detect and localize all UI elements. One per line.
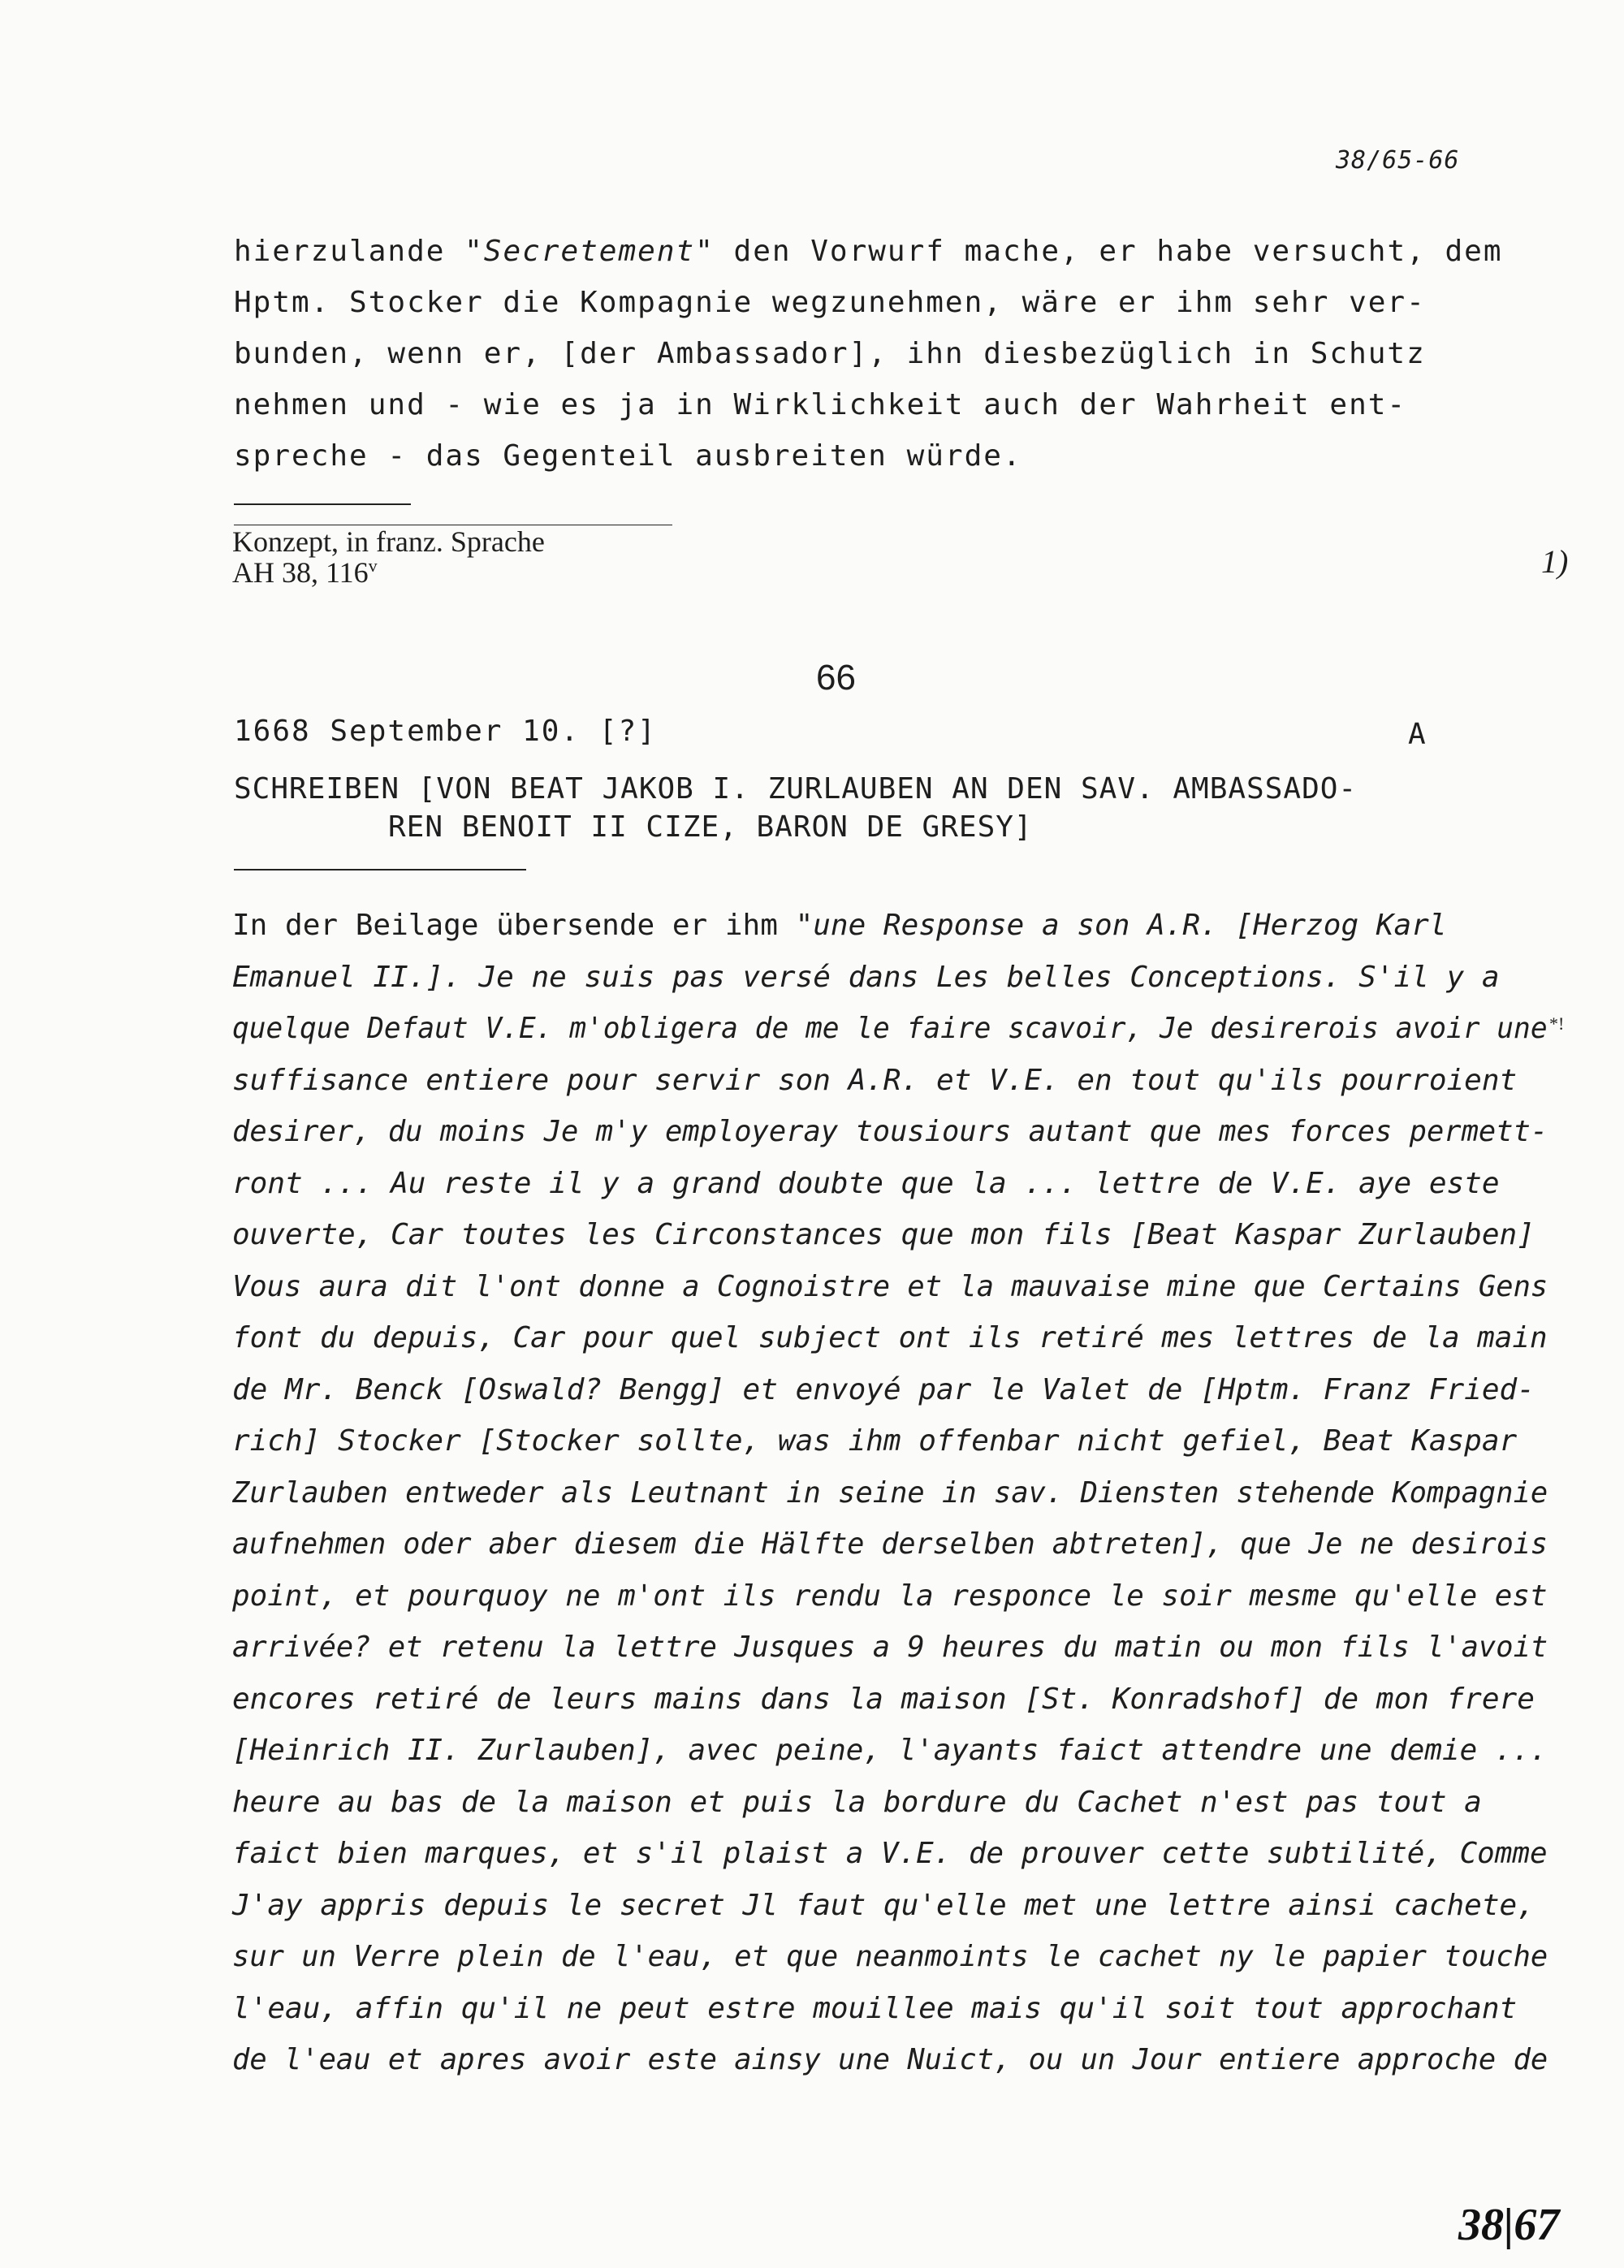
source-line-1: Konzept, in franz. Sprache (232, 525, 545, 558)
text-line: ouverte, Car toutes les Circonstances que mon fils [Beat Kaspar Zurlauben] (232, 1218, 1535, 1251)
document-reference: 38/65-66 (1336, 146, 1460, 175)
margin-note-mark: 1) (1541, 543, 1569, 580)
text-line: In der Beilage übersende er ihm "une Response a son A.R. [Herzog Karl (232, 909, 1447, 942)
text-line: hierzulande "Secretement" den Vorwurf mache, er habe versucht, dem (234, 235, 1503, 268)
text-line: rich] Stocker [Stocker sollte, was ihm offenbar nicht gefiel, Beat Kaspar (232, 1424, 1518, 1458)
source-note (232, 526, 545, 588)
text-line: spreche - das Gegenteil ausbreiten würde. (234, 439, 1022, 473)
text-line: faict bien marques, et s'il plaist a V.E. de prouver cette subtilité, Comme (232, 1837, 1548, 1870)
dateline: 1668 September 10. [?] (234, 715, 657, 748)
heading-line-2: REN BENOIT II CIZE, BARON DE GRESY] (388, 810, 1033, 844)
text-line: Emanuel II.]. Je ne suis pas versé dans Les belles Conceptions. S'il y a (232, 960, 1500, 994)
document-heading (234, 770, 1357, 846)
separator-rule (234, 503, 411, 505)
text-line: J'ay appris depuis le secret Jl faut qu'elle met une lettre ainsi cachete, (232, 1888, 1535, 1922)
text-line: nehmen und - wie es ja in Wirklichkeit auch der Wahrheit ent- (234, 388, 1407, 421)
text-line: de l'eau et apres avoir este ainsy une Nuict, ou un Jour entiere approche de (232, 2043, 1548, 2076)
text-line: Hptm. Stocker die Kompagnie wegzunehmen, wäre er ihm sehr ver- (234, 286, 1426, 319)
text-line: [Heinrich II. Zurlauben], avec peine, l'ayants faict attendre une demie ... (232, 1734, 1548, 1767)
text-line: aufnehmen oder aber diesem die Hälfte derselben abtreten], que Je ne desirois (232, 1527, 1548, 1561)
text-line: encores retiré de leurs mains dans la maison [St. Konradshof] de mon frere (232, 1682, 1535, 1716)
text-line: Vous aura dit l'ont donne a Cognoistre et la mauvaise mine que Certains Gens (232, 1269, 1548, 1303)
source-line-2: AH 38, 116$^v$ (232, 555, 378, 589)
text-line: l'eau, affin qu'il ne peut estre mouillee mais qu'il soit tout approchant (232, 1991, 1518, 2025)
separator-rule (234, 869, 526, 870)
text-line: sur un Verre plein de l'eau, et que neanmoints le cachet ny le papier touche (232, 1940, 1548, 1973)
heading-line-1: SCHREIBEN [VON BEAT JAKOB I. ZURLAUBEN AN DEN SAV. AMBASSADO- (234, 772, 1358, 806)
text-line: desirer, du moins Je m'y employeray tousiours autant que mes forces permett- (232, 1115, 1548, 1148)
document-type-letter: A (1408, 718, 1426, 751)
text-line: quelque Defaut V.E. m'obligera de me le faire scavoir, Je desirerois avoir une (232, 1012, 1548, 1045)
summary-body (232, 900, 1548, 2086)
text-line: point, et pourquoy ne m'ont ils rendu la responce le soir mesme qu'elle est (232, 1579, 1548, 1613)
text-line: suffisance entiere pour servir son A.R. et V.E. en tout qu'ils pourroient (232, 1063, 1518, 1097)
text-line: Zurlauben entweder als Leutnant in seine in sav. Diensten stehende Kompagnie (232, 1475, 1548, 1510)
margin-note-mark: *! (1549, 1013, 1565, 1034)
continuation-paragraph (234, 226, 1501, 482)
text-line: arrivée? et retenu la lettre Jusques a 9 heures du matin ou mon fils l'avoit (232, 1631, 1548, 1664)
folio-number: 38|67 (1458, 2200, 1560, 2250)
text-line: font du depuis, Car pour quel subject ont ils retiré mes lettres de la main (232, 1321, 1548, 1354)
document-number: 66 (816, 658, 856, 698)
text-line: bunden, wenn er, [der Ambassador], ihn diesbezüglich in Schutz (234, 337, 1426, 370)
text-line: de Mr. Benck [Oswald? Bengg] et envoyé par le Valet de [Hptm. Franz Fried- (232, 1372, 1535, 1406)
text-line: ront ... Au reste il y a grand doubte que la ... lettre de V.E. aye este (232, 1166, 1500, 1200)
text-line: heure au bas de la maison et puis la bordure du Cachet n'est pas tout a (232, 1785, 1482, 1819)
